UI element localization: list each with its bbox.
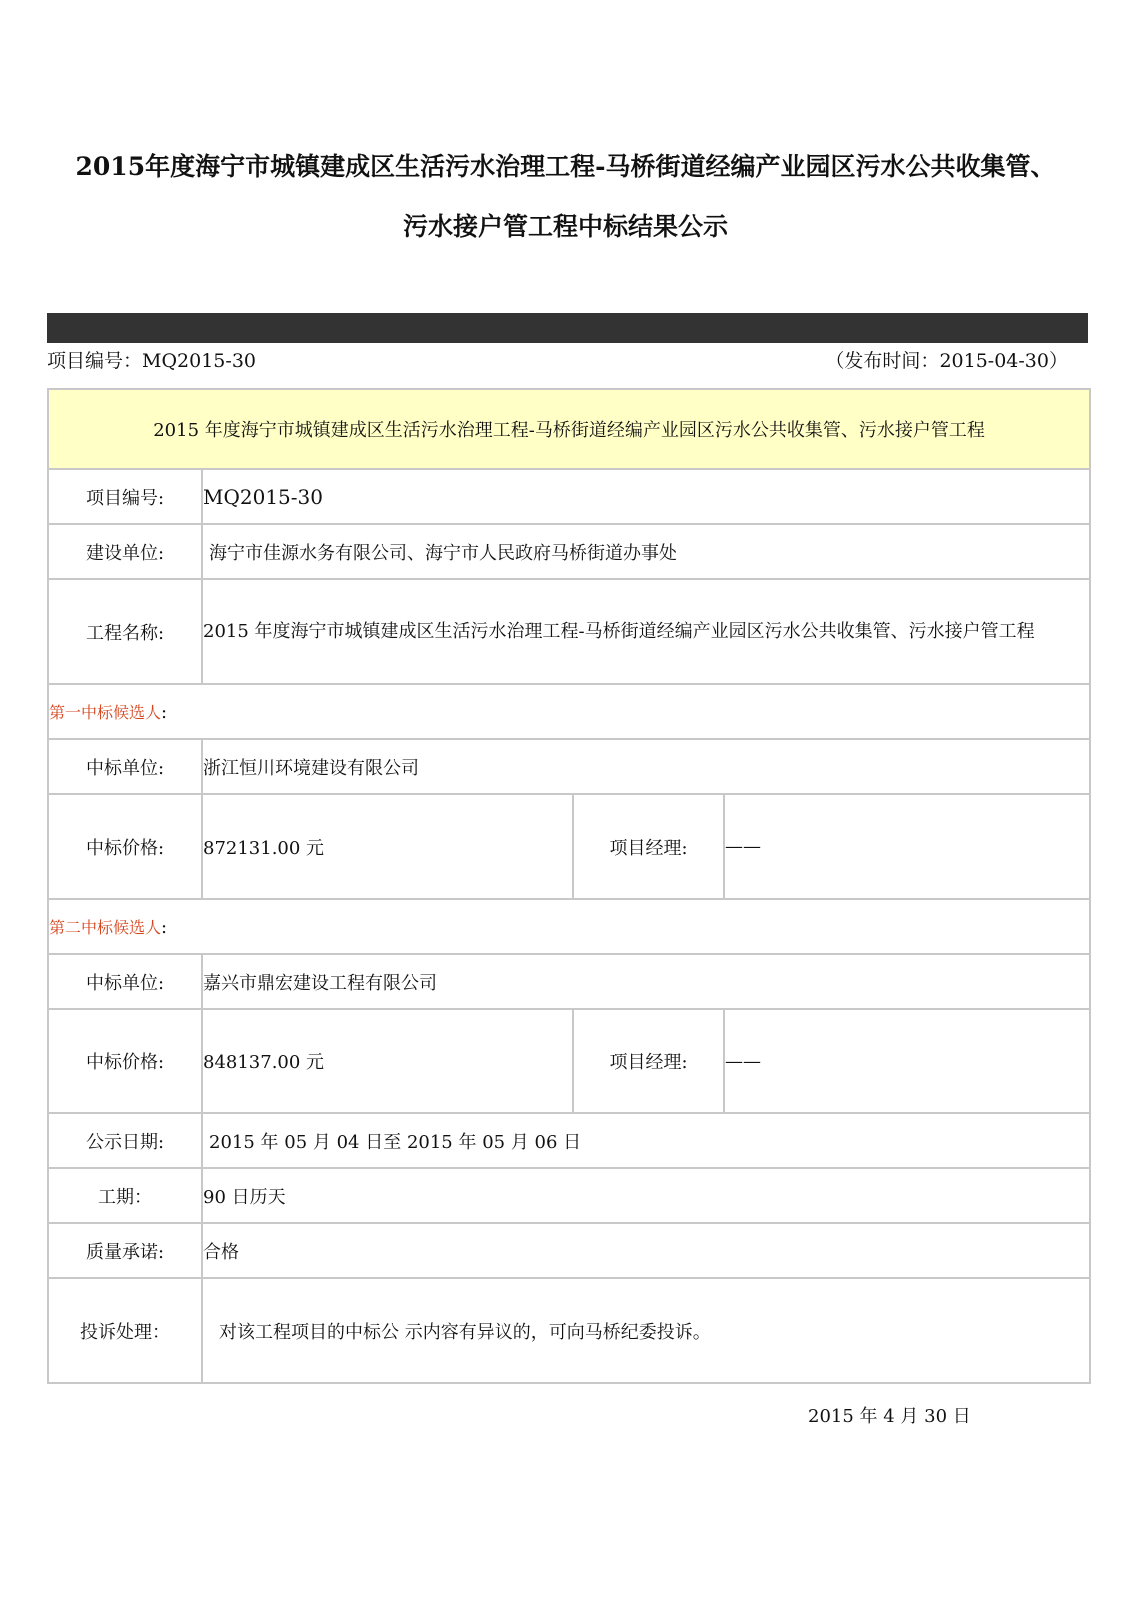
award-info-table [47, 388, 1091, 1384]
complaint-value: 对该工程项目的中标公 示内容有异议的，可向马桥纪委投诉。 [202, 1278, 1090, 1383]
publish-time-value: 2015-04-30 [939, 350, 1049, 372]
row-quality [48, 1223, 1090, 1278]
candidate-1-manager-value: —— [724, 794, 1090, 899]
duration-value: 90 日历天 [202, 1168, 1090, 1223]
publish-open-paren: （ [825, 350, 845, 372]
quality-value: 合格 [202, 1223, 1090, 1278]
header-divider-bar [47, 313, 1088, 343]
complaint-label: 投诉处理： [48, 1278, 202, 1383]
publicity-date-value: 2015 年 05 月 04 日至 2015 年 05 月 06 日 [202, 1113, 1090, 1168]
document-date: 2015 年 4 月 30 日 [808, 1406, 971, 1427]
project-number-row-value: MQ2015-30 [202, 469, 1090, 524]
row-project-number [48, 469, 1090, 524]
page-title-line-1: 2015年度海宁市城镇建成区生活污水治理工程-马桥街道经编产业园区污水公共收集管、 [75, 152, 1056, 181]
row-publicity-date [48, 1113, 1090, 1168]
row-complaint [48, 1278, 1090, 1383]
candidate-2-heading-text: 第二中标候选人 [49, 918, 162, 937]
candidate-2-unit-label: 中标单位: [48, 954, 202, 1009]
candidate-1-price-label: 中标价格: [48, 794, 202, 899]
project-name-label: 工程名称: [48, 579, 202, 684]
project-name-value: 2015 年度海宁市城镇建成区生活污水治理工程-马桥街道经编产业园区污水公共收集管、污水接户管工程 [202, 579, 1090, 684]
project-number-meta [47, 346, 256, 373]
publicity-date-label: 公示日期: [48, 1113, 202, 1168]
publish-time-meta [825, 346, 1068, 373]
banner-row [48, 389, 1090, 469]
quality-label: 质量承诺: [48, 1223, 202, 1278]
project-number-row-label: 项目编号: [48, 469, 202, 524]
builder-value: 海宁市佳源水务有限公司、海宁市人民政府马桥街道办事处 [202, 524, 1090, 579]
row-candidate-1-heading [48, 684, 1090, 739]
row-project-name [48, 579, 1090, 684]
duration-label: 工期： [48, 1168, 202, 1223]
meta-row [47, 346, 1088, 376]
publish-close-paren: ） [1048, 350, 1068, 372]
project-number-value: MQ2015-30 [142, 350, 256, 372]
candidate-2-manager-label: 项目经理: [573, 1009, 724, 1113]
candidate-1-heading-text: 第一中标候选人 [49, 703, 162, 722]
candidate-1-manager-label: 项目经理: [573, 794, 724, 899]
row-candidate-2-heading [48, 899, 1090, 954]
row-candidate-2-price [48, 1009, 1090, 1113]
candidate-2-price-label: 中标价格: [48, 1009, 202, 1113]
project-number-label: 项目编号： [47, 350, 143, 372]
candidate-2-unit-value: 嘉兴市鼎宏建设工程有限公司 [202, 954, 1090, 1009]
candidate-1-heading [48, 684, 1090, 739]
candidate-2-price-value: 848137.00 元 [202, 1009, 573, 1113]
candidate-2-manager-value: —— [724, 1009, 1090, 1113]
row-duration [48, 1168, 1090, 1223]
publish-time-label: 发布时间： [844, 350, 940, 372]
row-candidate-1-unit [48, 739, 1090, 794]
builder-label: 建设单位: [48, 524, 202, 579]
row-builder [48, 524, 1090, 579]
project-banner: 2015 年度海宁市城镇建成区生活污水治理工程-马桥街道经编产业园区污水公共收集管、污水接户管工程 [48, 389, 1090, 469]
candidate-1-unit-label: 中标单位: [48, 739, 202, 794]
row-candidate-2-unit [48, 954, 1090, 1009]
candidate-2-heading [48, 899, 1090, 954]
candidate-1-price-value: 872131.00 元 [202, 794, 573, 899]
candidate-1-heading-colon: : [161, 702, 168, 723]
candidate-1-unit-value: 浙江恒川环境建设有限公司 [202, 739, 1090, 794]
page-title-line-2: 污水接户管工程中标结果公示 [402, 212, 728, 241]
candidate-2-heading-colon: : [161, 917, 168, 938]
row-candidate-1-price [48, 794, 1090, 899]
